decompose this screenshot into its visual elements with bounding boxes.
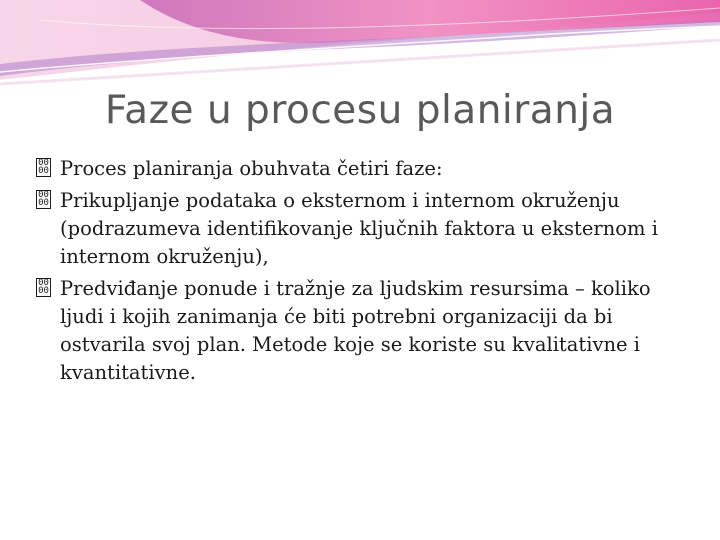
slide-body: [36, 155, 676, 391]
slide-title: Faze u procesu planiranja: [104, 88, 616, 133]
bullet-text: Predviđanje ponude i tražnje za ljudskim resursima – koliko ljudi i kojih zanimanja će biti potrebni organizaciji da bi ostvarila svoj plan. Metode koje se koriste su kvalitativne i kvantitativne.: [60, 277, 651, 384]
missing-glyph-box-icon: 00 00: [36, 190, 51, 209]
missing-glyph-box-icon: 00 00: [36, 158, 51, 177]
bullet-text: Proces planiranja obuhvata četiri faze:: [60, 157, 443, 180]
bullet-text: Prikupljanje podataka o eksternom i internom okruženju (podrazumeva identifikovanje ključnih faktora u eksternom i internom okruženju),: [60, 189, 658, 268]
bullet-item: [36, 275, 676, 387]
missing-glyph-box-icon: 00 00: [36, 278, 51, 297]
bullet-item: [36, 187, 676, 271]
header-wave-decoration: [0, 0, 720, 90]
bullet-item: [36, 155, 676, 183]
